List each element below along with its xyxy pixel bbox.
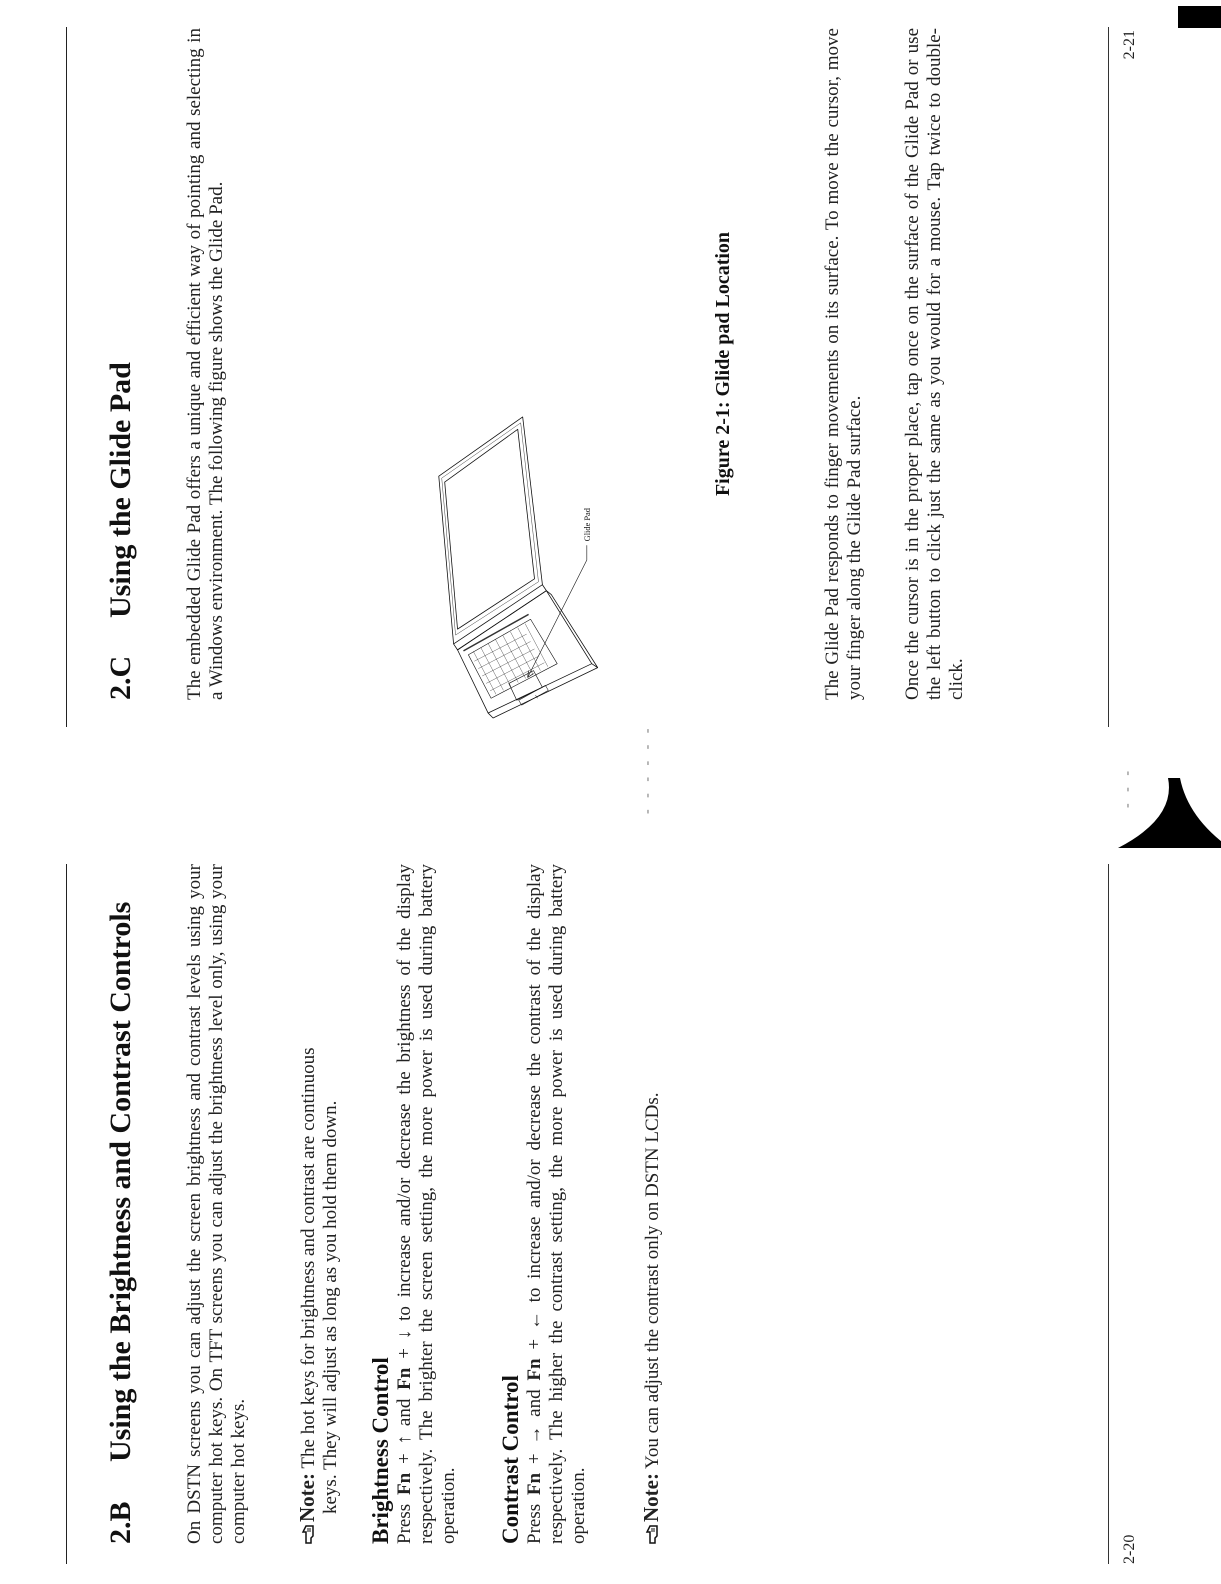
laptop-hinge <box>454 585 547 650</box>
right-arrow-key: → <box>524 1425 545 1445</box>
footer-rule <box>1108 27 1109 727</box>
left-arrow-key: ← <box>524 1311 545 1331</box>
fold-dashes: - - - - - - <box>640 724 655 814</box>
laptop-base <box>458 591 592 713</box>
figure-caption-text: Glide pad Location <box>712 231 734 397</box>
plus-sign: + <box>394 1348 415 1359</box>
up-arrow-key: ↑ <box>394 1434 415 1445</box>
contrast-section <box>498 864 590 1544</box>
press-word: Press <box>524 1503 545 1544</box>
header-rule <box>66 864 67 1564</box>
intro-paragraph <box>184 28 228 700</box>
section-title: Using the Brightness and Contrast Controls <box>104 901 137 1462</box>
brightness-description: to increase and/or decrease the brightness of the display respectively. The brighter the screen setting, the more power is used during battery operation. <box>394 863 459 1544</box>
glide-pad <box>509 671 543 701</box>
registration-mark <box>1178 6 1221 28</box>
and-word: and <box>524 1389 545 1417</box>
paragraph-text: The Glide Pad responds to finger movements on its surface. To move the cursor, move your finger along the Glide Pad surface. <box>822 28 865 700</box>
down-arrow-key: ↓ <box>394 1329 415 1340</box>
section-number: 2.B <box>104 1501 137 1544</box>
glide-pad-paragraph-1 <box>822 28 866 700</box>
intro-text: On DSTN screens you can adjust the screen brightness and contrast levels using your computer hot keys. On TFT screens you can adjust the brightness level only, using your computer hot keys. <box>184 864 249 1544</box>
contrast-heading: Contrast Control <box>498 1375 523 1544</box>
press-word: Press <box>394 1503 415 1544</box>
note-text-line2: keys. They will adjust as long as you hold them down. <box>320 1100 341 1514</box>
figure-caption-prefix: Figure 2-1: <box>712 401 734 497</box>
intro-paragraph <box>184 864 250 1544</box>
pointing-hand-icon <box>300 1524 316 1544</box>
section-heading-2c <box>104 362 138 700</box>
note-label: Note: <box>639 1473 663 1522</box>
section-number: 2.C <box>104 655 137 700</box>
fn-key: Fn <box>394 1472 415 1496</box>
note-brightness-keys <box>296 864 342 1544</box>
note-label: Note: <box>295 1473 319 1522</box>
left-page <box>0 792 1221 1584</box>
plus-sign: + <box>524 1453 545 1465</box>
glide-pad-buttons <box>519 685 549 705</box>
note-text: You can adjust the contrast only on DSTN LCDs. <box>642 1092 663 1469</box>
note-dstn <box>640 864 664 1544</box>
fn-key: Fn <box>524 1472 545 1496</box>
glide-pad-paragraph-2 <box>902 28 968 700</box>
intro-text: The embedded Glide Pad offers a unique and efficient way of pointing and selecting in a Windows environment. The following figure shows the Glide Pad. <box>184 28 227 700</box>
section-heading-2b <box>104 902 138 1544</box>
figure-caption <box>712 28 735 700</box>
page-number: 2-20 <box>1121 1534 1138 1564</box>
glide-pad-label: Glide Pad <box>582 508 592 542</box>
page-number: 2-21 <box>1121 30 1138 60</box>
brightness-section <box>368 864 460 1544</box>
laptop-lid <box>439 417 543 644</box>
footer-rule <box>1108 864 1109 1564</box>
contrast-description: to increase and/or decrease the contrast of the display respectively. The higher the contrast setting, the more power is used during battery operation. <box>524 863 589 1544</box>
plus-sign: + <box>394 1453 415 1464</box>
note-text-line1: The hot keys for brightness and contrast are continuous <box>298 1047 319 1469</box>
fn-key: Fn <box>524 1358 545 1381</box>
and-word: and <box>394 1398 415 1427</box>
fn-key: Fn <box>394 1367 415 1390</box>
pointing-hand-icon <box>644 1524 660 1544</box>
plus-sign: + <box>524 1338 545 1350</box>
brightness-heading: Brightness Control <box>368 1357 393 1544</box>
header-rule <box>66 27 67 727</box>
fold-dashes: - - - <box>1120 767 1135 808</box>
section-title: Using the Glide Pad <box>104 362 137 618</box>
paragraph-text: Once the cursor is in the proper place, tap once on the surface of the Glide Pad or use the left button to click just the same as you would for a mouse. Tap twice to double-click. <box>902 28 967 700</box>
